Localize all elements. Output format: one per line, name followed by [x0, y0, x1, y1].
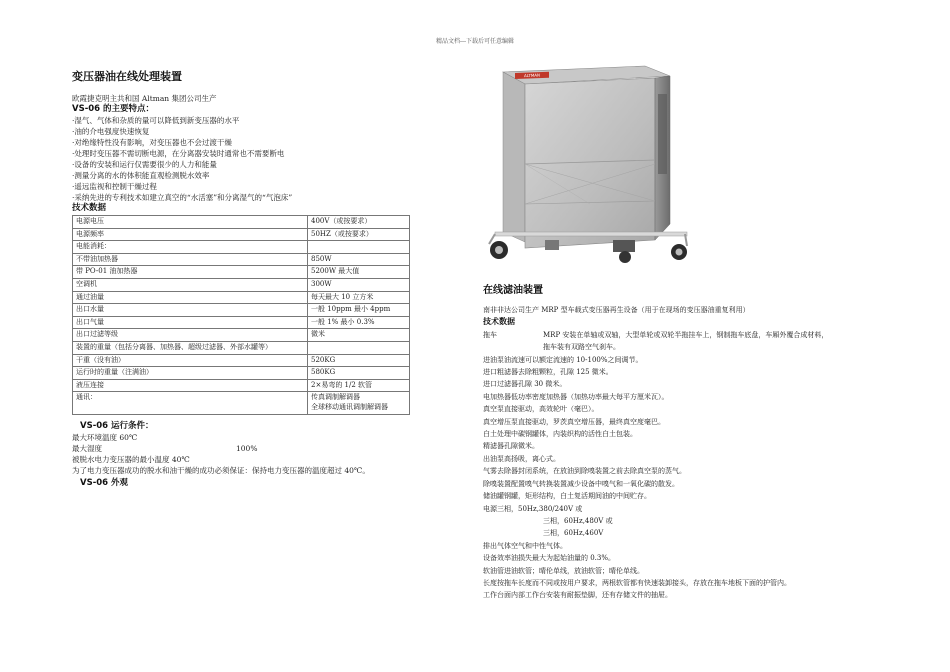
trailer-label: 拖车 [483, 330, 497, 339]
power-sub-1: 三相，60Hz,480V 或 [543, 516, 613, 525]
spec-label: 干重（没有油） [73, 354, 308, 367]
spec-value: 每天最大 10 立方米 [308, 291, 410, 304]
spec-line: 除嗅装置配置嗅气转换装置减少设备中嗅气和一氧化碳的散发。 [483, 479, 679, 488]
spec-line: 长度按拖车长度而不同或按用户要求，两根软管都有快速装卸接头，存放在拖车地板下面的护管内。 [483, 578, 791, 587]
spec-value: 传真调制解调器 全球移动通讯调制解调器 [308, 392, 410, 414]
feature-item: ·油的介电强度快速恢复 [72, 127, 150, 136]
ops-max-humidity-label: 最大湿度 [72, 443, 102, 453]
spec-row [73, 291, 410, 304]
spec-value: 400V（或按要求） [308, 216, 410, 229]
feature-item: ·对绝缘特性没有影响，对变压器也不会过渡干燥 [72, 138, 232, 147]
spec-label: 空调机 [73, 278, 308, 291]
spec-line: 气雾去除器封闭系统，在放油到除嗅装置之前去除真空泵的蒸气。 [483, 467, 686, 476]
operating-conditions [72, 421, 412, 476]
ops-max-humidity-value: 100% [236, 443, 258, 453]
spec-label: 出口气量 [73, 316, 308, 329]
spec-lines-2 [483, 540, 903, 602]
spec-line: 真空泵直接驱动，高效轮叶（毫巴）。 [483, 405, 599, 414]
spec-value: 580KG [308, 367, 410, 380]
right-tech-heading: 技术数据 [483, 317, 515, 327]
features-heading: VS-06 的主要特点： [72, 104, 155, 114]
spec-line: 排出气体空气和中性气体。 [483, 541, 567, 550]
spec-line: 储油罐钢罐，矩形结构，白土复活期间油的中间贮存。 [483, 492, 651, 501]
spec-label: 电能消耗： [73, 241, 308, 254]
spec-row [73, 304, 410, 317]
trailer-text: MRP 安装在单轴或双轴，大型单轮或双轮半拖挂车上，钢制拖车底盘，车厢外覆合成材料， [543, 330, 829, 339]
spec-value: 5200W 最大值 [308, 266, 410, 279]
spec-label: 不带油加热器 [73, 253, 308, 266]
spec-label: 通讯： [73, 392, 308, 414]
spec-label: 出口水量 [73, 304, 308, 317]
spec-line: 进口过滤器孔隙 30 微米。 [483, 380, 567, 389]
power-line: 电源三相，50Hz,380/240V 或 [483, 504, 583, 513]
spec-row [73, 354, 410, 367]
spec-row [73, 266, 410, 279]
features-list [72, 115, 412, 203]
spec-label: 运行时的重量（注满油） [73, 367, 308, 380]
feature-item: ·设备的安装和运行仅需要很少的人力和能量 [72, 160, 217, 169]
spec-row [73, 341, 410, 354]
spec-value: 微米 [308, 329, 410, 342]
trailer-text-2: 拖车装有双路空气刹车。 [543, 343, 620, 352]
spec-row [73, 228, 410, 241]
spec-row [73, 379, 410, 392]
spec-label: 出口过滤等级 [73, 329, 308, 342]
spec-value: 300W [308, 278, 410, 291]
spec-row [73, 216, 410, 229]
ops-note: 为了电力变压器成功的脱水和油干燥的成功必须保证：保持电力变压器的温度超过 40℃。 [72, 465, 370, 475]
power-sub-2: 三相，60Hz,460V [543, 529, 604, 538]
spec-line: 精滤器孔隙微米。 [483, 442, 539, 451]
feature-item: ·遥远监视和控制干燥过程 [72, 182, 157, 191]
spec-row [73, 316, 410, 329]
feature-item: ·测量分离的水的体积能直观检测脱水效率 [72, 171, 210, 180]
machine-illustration [485, 64, 690, 269]
spec-table [72, 215, 410, 415]
spec-label: 电源频率 [73, 228, 308, 241]
ops-heading: VS-06 运行条件： [80, 420, 154, 431]
spec-value: 一般 10ppm 最小 4ppm [308, 304, 410, 317]
spec-row [73, 329, 410, 342]
spec-value: 520KG [308, 354, 410, 367]
spec-row [73, 367, 410, 380]
ops-max-humidity [72, 443, 412, 454]
right-column [483, 64, 903, 602]
spec-label: 电源电压 [73, 216, 308, 229]
right-maker-line: 南非非达公司生产 MRP 型车载式变压器再生设备（用于在现场的变压器油重复利用） [483, 306, 750, 314]
spec-value [308, 341, 410, 354]
spec-row [73, 278, 410, 291]
spec-value: 850W [308, 253, 410, 266]
spec-line: 出油泵高扬吸，离心式。 [483, 454, 560, 463]
spec-row [73, 253, 410, 266]
oil-processing-unit-image [485, 64, 690, 269]
spec-row [73, 241, 410, 254]
feature-item: ·处理时变压器不需切断电源，在分离器安装时通常也不需要断电 [72, 149, 285, 158]
trailer-line [483, 329, 903, 341]
spec-lines [483, 354, 903, 503]
spec-row [73, 392, 410, 414]
appearance-heading: VS-06 外观 [80, 477, 129, 488]
spec-label: 带 PO-01 油加热器 [73, 266, 308, 279]
brand-plate-text: ALTMAN [523, 72, 541, 79]
spec-line: 电加热器低功率密度加热器（加热功率最大每平方厘米瓦）。 [483, 392, 669, 401]
ops-max-temp: 最大环境温度 60℃ [72, 432, 138, 442]
ops-min-temp: 被脱水电力变压器的最小温度 40℃ [72, 454, 190, 464]
spec-line: 设备效率油损失最大为起始油量的 0.3%。 [483, 554, 616, 563]
spec-value: 一般 1% 最小 0.3% [308, 316, 410, 329]
tech-heading: 技术数据 [72, 203, 107, 213]
spec-value: 2×易弯的 1/2 软管 [308, 379, 410, 392]
left-column [72, 68, 412, 489]
spec-label: 液压连接 [73, 379, 308, 392]
spec-value: 50HZ（或按要求） [308, 228, 410, 241]
spec-value [308, 241, 410, 254]
page-title: 变压器油在线处理装置 [72, 70, 182, 83]
spec-line: 白土处理中碳钢罐体，内装织构的活性白土包装。 [483, 430, 637, 439]
spec-line: 真空增压泵直接驱动，罗茨真空增压器，最终真空度毫巴。 [483, 417, 665, 426]
spec-line: 软油管进油软管；晴伦单线，放油软管；晴伦单线。 [483, 566, 644, 575]
spec-label: 通过油量 [73, 291, 308, 304]
spec-label: 装置的重量（包括分离器、加热器、超级过滤器、外部水罐等） [73, 341, 308, 354]
spec-line: 进口粗滤器去除粗颗粒，孔隙 125 微米。 [483, 368, 613, 377]
feature-item: ·湿气、气体和杂质的量可以降低到新变压器的水平 [72, 116, 240, 125]
maker-line: 欧霞捷克明主共和国 Altman 集团公司生产 [72, 94, 217, 103]
header-note: 精品文档---下载后可任意编辑 [435, 38, 515, 45]
spec-line: 工作台面内部工作台安装有耐振垫脚，还有存储文件的抽屉。 [483, 591, 672, 600]
spec-line: 进油泵油流速可以额定流速的 10-100%之间调节。 [483, 355, 643, 364]
feature-item: ·采纳先进的专利技术如建立真空的“水活塞”和分离湿气的“气泡床” [72, 193, 293, 202]
right-title: 在线滤油装置 [483, 285, 543, 296]
